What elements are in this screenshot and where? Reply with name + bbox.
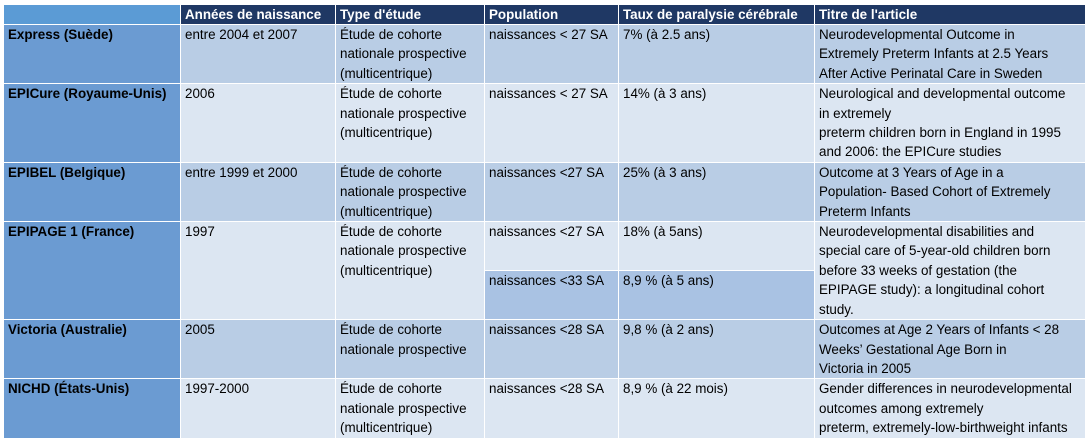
study-name: EPIPAGE 1 (France) xyxy=(4,222,181,320)
article-title: Gender differences in neurodevelopmental outcomes among extremely preterm, extremely-low-birthweight infants xyxy=(815,379,1086,438)
cp-rate: 8,9 % (à 22 mois) xyxy=(619,379,815,438)
cp-rate: 7% (à 2.5 ans) xyxy=(619,25,815,84)
population: naissances <33 SA xyxy=(485,270,619,320)
header-years: Années de naissance xyxy=(181,5,336,25)
table-row xyxy=(4,162,1086,221)
header-cp-rate: Taux de paralysie cérébrale xyxy=(619,5,815,25)
table-row xyxy=(4,222,1086,271)
population: naissances <28 SA xyxy=(485,320,619,379)
population: naissances <27 SA xyxy=(485,222,619,271)
study-type: Étude de cohorte nationale prospective (multicentrique) xyxy=(336,84,485,163)
table-row xyxy=(4,25,1086,84)
header-population: Population xyxy=(485,5,619,25)
population: naissances <28 SA xyxy=(485,379,619,438)
header-corner xyxy=(4,5,181,25)
birth-years: entre 1999 et 2000 xyxy=(181,162,336,221)
article-title: Outcomes at Age 2 Years of Infants < 28 Weeks’ Gestational Age Born in Victoria in 2005 xyxy=(815,320,1086,379)
study-name: EPIBEL (Belgique) xyxy=(4,162,181,221)
article-title: Outcome at 3 Years of Age in a Population- Based Cohort of Extremely Preterm Infants xyxy=(815,162,1086,221)
birth-years: 1997 xyxy=(181,222,336,320)
study-type: Étude de cohorte nationale prospective (multicentrique) xyxy=(336,222,485,320)
header-row xyxy=(4,5,1086,25)
table-row xyxy=(4,84,1086,163)
study-name: Express (Suède) xyxy=(4,25,181,84)
table-row xyxy=(4,379,1086,438)
cp-rate: 8,9 % (à 5 ans) xyxy=(619,270,815,320)
study-type: Étude de cohorte nationale prospective (multicentrique) xyxy=(336,379,485,438)
study-type: Étude de cohorte nationale prospective xyxy=(336,320,485,379)
article-title: Neurodevelopmental disabilities and special care of 5-year-old children born before 33 weeks of gestation (the EPIPAGE study): a longitudinal cohort study. xyxy=(815,222,1086,320)
birth-years: 1997-2000 xyxy=(181,379,336,438)
header-study-type: Type d'étude xyxy=(336,5,485,25)
cp-rate: 14% (à 3 ans) xyxy=(619,84,815,163)
birth-years: entre 2004 et 2007 xyxy=(181,25,336,84)
studies-table xyxy=(3,4,1086,439)
cp-rate: 9,8 % (à 2 ans) xyxy=(619,320,815,379)
population: naissances < 27 SA xyxy=(485,84,619,163)
study-name: EPICure (Royaume-Unis) xyxy=(4,84,181,163)
birth-years: 2005 xyxy=(181,320,336,379)
header-article-title: Titre de l'article xyxy=(815,5,1086,25)
population: naissances <27 SA xyxy=(485,162,619,221)
birth-years: 2006 xyxy=(181,84,336,163)
population: naissances < 27 SA xyxy=(485,25,619,84)
study-name: Victoria (Australie) xyxy=(4,320,181,379)
table-row xyxy=(4,320,1086,379)
cp-rate: 18% (à 5ans) xyxy=(619,222,815,271)
study-type: Étude de cohorte nationale prospective (multicentrique) xyxy=(336,25,485,84)
article-title: Neurodevelopmental Outcome in Extremely Preterm Infants at 2.5 Years After Active Perinatal Care in Sweden xyxy=(815,25,1086,84)
study-name: NICHD (États-Unis) xyxy=(4,379,181,438)
cp-rate: 25% (à 3 ans) xyxy=(619,162,815,221)
study-type: Étude de cohorte nationale prospective (multicentrique) xyxy=(336,162,485,221)
article-title: Neurological and developmental outcome in extremely preterm children born in England in 1995 and 2006: the EPICure studies xyxy=(815,84,1086,163)
